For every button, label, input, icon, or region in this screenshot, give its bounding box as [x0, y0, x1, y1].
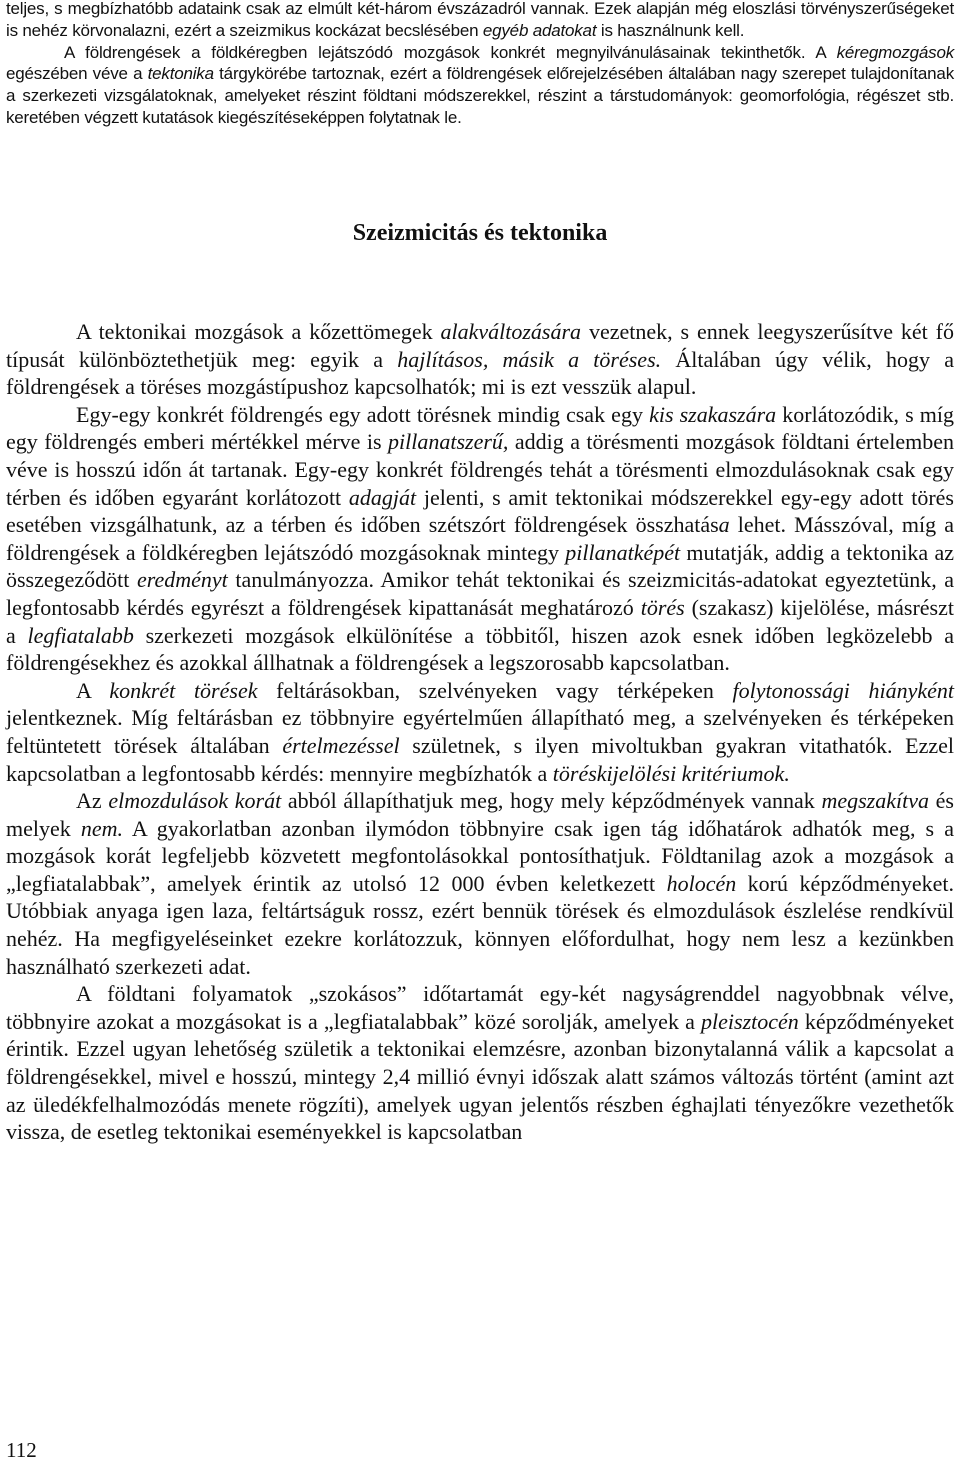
body-text — [6, 318, 954, 1146]
body-paragraph-1 — [6, 318, 954, 401]
italic-text: pleisztocén — [701, 1008, 799, 1034]
italic-text: holocén — [666, 870, 737, 896]
text-run: korlátozódik, s míg egy földrengés emberi mértékkel mérve is — [6, 401, 954, 455]
italic-text: hajlításos, másik a töréses. — [397, 346, 662, 372]
text-run: feltárásokban, szelvényeken vagy térképeken — [257, 677, 733, 703]
text-run: tárgykörébe tartoznak, ezért a földrengések előrejelzésében általában nagy szerepet tulajdonítanak a szerkezeti vizsgálatoknak, amelyeket részint földtani módszerekkel, részint a társtudományok: geomorfológia, régészet stb. keretében végzett kutatások kiegészítéseképpen folytatnak le. — [6, 64, 954, 127]
body-paragraph-2 — [6, 401, 954, 677]
body-paragraph-5 — [6, 980, 954, 1146]
italic-text: tektonika — [147, 64, 214, 84]
text-run: egészében véve a — [6, 64, 148, 84]
body-paragraph-3 — [6, 677, 954, 787]
italic-text: pillanatszerű, — [388, 429, 509, 455]
text-run: Általában úgy vélik, hogy a földrengések a töréses mozgástípushoz kapcsolhatók; mi is ezt vesszük alapul. — [6, 346, 955, 400]
intro-paragraph-2 — [6, 42, 954, 129]
italic-text: adagját — [348, 484, 417, 510]
body-paragraph-4 — [6, 787, 954, 980]
text-run: abból állapíthatjuk meg, hogy mely képződmények vannak — [281, 788, 822, 814]
italic-text: elmozdulások korát — [108, 788, 282, 814]
italic-text: legfiatalabb — [27, 622, 134, 648]
text-run: születnek, s ilyen mivoltukban gyakran vitathatók. Ezzel kapcsolatban a legfontosabb kérdés: mennyire megbízhatók a — [6, 732, 954, 786]
text-run: A földrengések a földkéregben lejátszódó mozgások konkrét megnyilvánulásainak tekinthetők. A — [64, 42, 837, 62]
italic-text: a — [718, 512, 730, 538]
italic-text: nem. — [80, 815, 124, 841]
text-run: (szakasz) kijelölése, másrészt a — [6, 594, 955, 648]
italic-text: eredményt — [136, 567, 228, 593]
text-run: tanulmányozza. Amikor tehát tektonikai és szeizmicitás-adatokat egyeztetünk, a legfontosabb kérdés egyrészt a földrengések kipattanását meghatározó — [6, 567, 955, 620]
italic-text: konkrét törések — [109, 677, 258, 703]
text-run: is használnunk kell. — [596, 20, 745, 40]
text-run: képződményeket érintik. Ezzel ugyan lehetőség születik a tektonikai elemzésre, azonban bizonytalanná válik a kapcsolat a földrengésekkel, mivel e hosszú, mintegy 2,4 millió évnyi időszak alatt számos változás történt (amint azt az üledékfelhalmozódás menete rögzíti), amelyek ugyan jelentős részben éghajlati tényezőkre vezethetők vissza, de esetleg tektonikai eseményekkel is kapcsolatban — [6, 1008, 954, 1145]
text-run: A tektonikai mozgások a kőzettömegek — [76, 319, 441, 344]
italic-text: pillanatképét — [565, 539, 681, 565]
text-run: jelentkeznek. Míg feltárásban ez többnyire egyértelműen állapítható meg, a szelvényeken és térképeken feltüntetett törések általában — [6, 705, 954, 758]
text-run: mutatják, addig a tektonika az összegeződött — [6, 539, 954, 593]
page-number: 112 — [6, 1438, 37, 1462]
section-heading: Szeizmicitás és tektonika — [352, 220, 608, 246]
text-run: vezetnek, s ennek leegyszerűsítve két fő típusát különböztethetjük meg: egyik a — [6, 319, 955, 372]
text-run: Az — [76, 788, 109, 814]
intro-paragraph-1 — [6, 0, 954, 42]
italic-text: értelmezéssel — [282, 732, 400, 758]
text-run: A földtani folyamatok „szokásos” időtartamát egy-két nagyságrenddel nagyobbnak vélve, többnyire azokat a mozgásokat is a „legfiatalabbak” közé sorolják, amelyek a — [6, 981, 954, 1034]
text-run: A gyakorlatban azonban ilymódon többnyire csak igen tág időhatárok adhatók meg, s a mozgások korát legfeljebb közvetett megfontolásokkal pontosíthatjuk. Földtanilag azok a mozgások a „legfiatalabbak”, amelyek érintik az utolsó 12 000 évben keletkezett — [6, 815, 954, 896]
text-run: és melyek — [6, 788, 954, 841]
italic-text: folytonossági hiányként — [732, 677, 954, 703]
text-run: Egy-egy konkrét földrengés egy adott törésnek mindig csak egy — [76, 401, 650, 427]
italic-text: megszakítva — [821, 788, 929, 814]
intro-text-block — [6, 0, 954, 129]
italic-text: törés — [640, 594, 685, 620]
italic-text: töréskijelölési kritériumok. — [552, 760, 790, 786]
text-run: korú képződményeket. Utóbbiak anyaga igen laza, feltártságuk rossz, ezért bennük törések és elmozdulások észlelése rendkívül nehéz. Ha megfigyeléseinket ezekre korlátozzuk, könnyen előfordulhat, hogy nem lesz a kezünkben használható szerkezeti adat. — [6, 870, 954, 979]
italic-text: egyéb adatokat — [482, 20, 597, 40]
text-run: A — [76, 677, 110, 703]
text-run: addig a törésmenti mozgások földtani értelemben véve is hosszú időn át tartanak. Egy-egy konkrét földrengés tehát a törésmenti elmozdulásoknak csak egy térben és időben egyaránt korlátozott — [6, 429, 954, 510]
text-run: teljes, s megbízhatóbb adataink csak az elmúlt két-három évszázadról vannak. Ezek alapján még eloszlási törvényszerűségeket is nehéz körvonalazni, ezért a szeizmikus kockázat becslésében — [6, 0, 954, 40]
text-run: szerkezeti mozgások elkülönítése a többitől, hiszen azok esnek időben legközelebb a földrengésekhez és azokkal állhatnak a földrengések a legszorosabb kapcsolatban. — [6, 622, 954, 676]
italic-text: alakváltozására — [440, 319, 582, 344]
italic-text: kis szakaszára — [649, 401, 777, 427]
text-run: lehet. Másszóval, míg a földrengések a földkéregben lejátszódó mozgásoknak mintegy — [6, 512, 954, 565]
italic-text: kéregmozgások — [836, 42, 954, 62]
text-run: jelenti, s amit tektonikai módszerekkel egy-egy adott törés esetében vizsgálhatunk, az a térben és időben szétszórt földrengések összhatás — [6, 484, 954, 538]
